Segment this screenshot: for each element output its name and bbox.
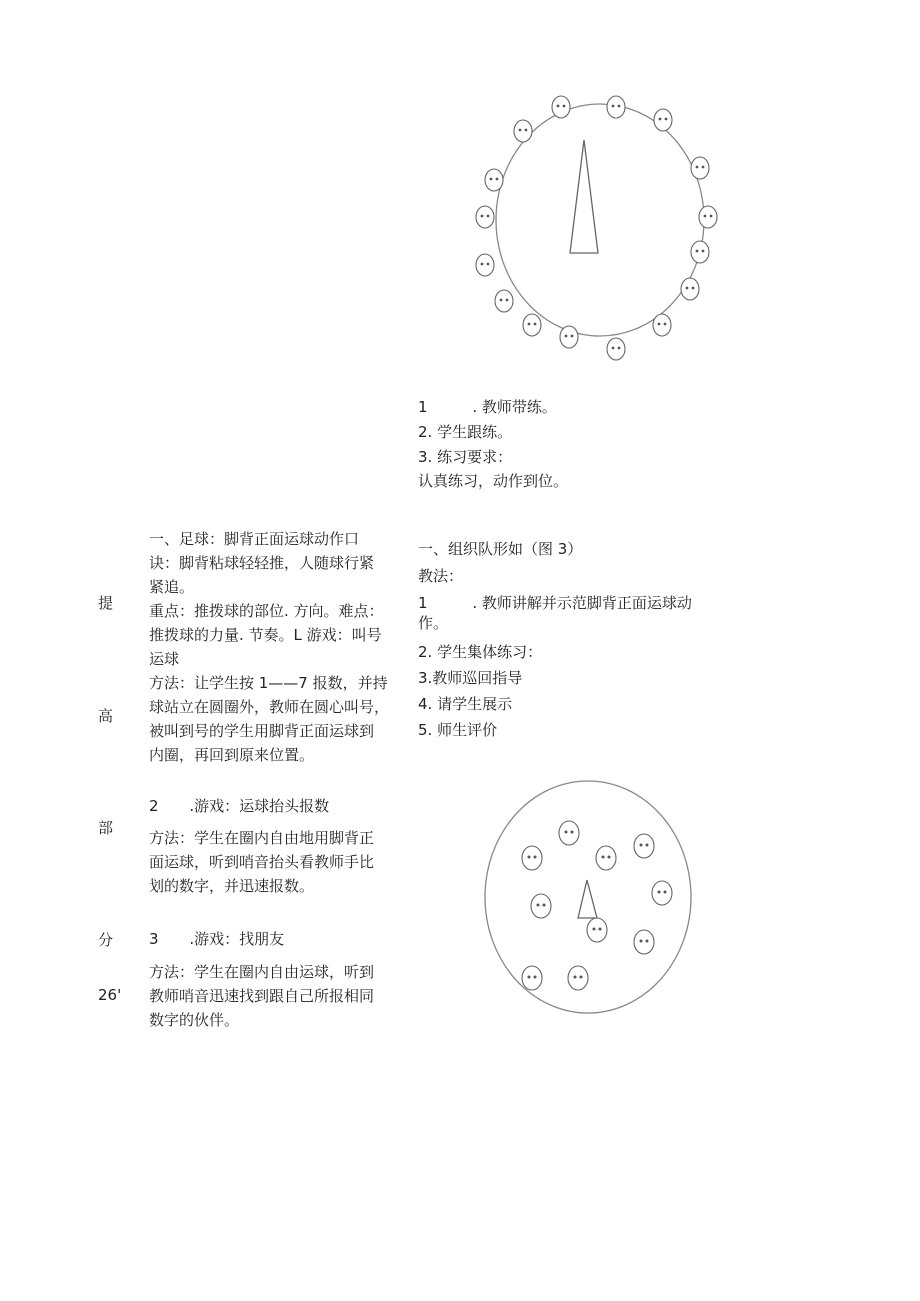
student-icon	[681, 278, 699, 300]
formation-diagram-ring	[470, 90, 730, 370]
step-1	[418, 395, 557, 419]
method-organization: 一、组织队形如（图 3）	[418, 540, 583, 558]
section-label-char-3: 部	[98, 819, 114, 837]
student-icon	[699, 206, 717, 228]
student-icon	[568, 966, 588, 990]
student-icon	[523, 314, 541, 336]
teacher-triangle-icon	[570, 140, 598, 253]
student-icon	[691, 241, 709, 263]
content-line: 方法：学生在圈内自由地用脚背正	[149, 829, 375, 847]
step-2: 2. 学生跟练。	[418, 423, 513, 441]
student-icon	[552, 96, 570, 118]
content-line: 被叫到号的学生用脚背正面运球到	[149, 722, 375, 740]
student-icon	[560, 326, 578, 348]
student-icon	[587, 918, 607, 942]
student-icon	[607, 96, 625, 118]
student-icon	[691, 157, 709, 179]
step-1-number: 1	[418, 398, 428, 416]
content-line: 球站立在圆圈外，教师在圆心叫号，	[149, 698, 390, 716]
method-step-1	[418, 591, 692, 615]
student-icon	[522, 966, 542, 990]
section-time: 26'	[98, 986, 122, 1004]
student-icon	[634, 834, 654, 858]
section-label-char-4: 分	[98, 931, 114, 949]
method-step-2: 2. 学生集体练习：	[418, 643, 543, 661]
content-line: 教师哨音迅速找到跟自己所报相同	[149, 987, 375, 1005]
game-3-number: 3	[149, 930, 159, 948]
student-icon	[522, 846, 542, 870]
teacher-triangle-icon	[578, 880, 597, 918]
content-line: 面运球，听到哨音抬头看教师手比	[149, 853, 375, 871]
content-line: 紧追。	[149, 578, 195, 596]
content-line: 方法：学生在圈内自由运球，听到	[149, 963, 375, 981]
method-step-5: 5. 师生评价	[418, 721, 498, 739]
student-icons	[476, 96, 717, 360]
content-line: 内圈，再回到原来位置。	[149, 746, 315, 764]
content-line: 重点：推拨球的部位. 方向。难点：	[149, 602, 384, 620]
game-2-number: 2	[149, 797, 159, 815]
game-2-heading	[149, 794, 329, 818]
student-icon	[653, 314, 671, 336]
student-icon	[634, 930, 654, 954]
method-step-1-number: 1	[418, 594, 428, 612]
content-line: 方法：让学生按 1——7 报数，并持	[149, 674, 388, 692]
game-2-title: .游戏：运球抬头报数	[189, 797, 330, 815]
student-icon	[596, 846, 616, 870]
content-line: 推拨球的力量. 节奏。L 游戏：叫号	[149, 626, 382, 644]
step-1-text: . 教师带练。	[472, 398, 557, 416]
student-icon	[476, 254, 494, 276]
content-line: 诀：脚背粘球轻轻推，人随球行紧	[149, 554, 375, 572]
method-jiaofa-label: 教法：	[418, 567, 464, 585]
student-icon	[485, 169, 503, 191]
step-3: 3. 练习要求：	[418, 448, 513, 466]
method-step-4: 4. 请学生展示	[418, 695, 513, 713]
student-icon	[514, 120, 532, 142]
method-step-5-clip	[418, 718, 718, 739]
student-icon	[652, 881, 672, 905]
section-label-char-2: 高	[98, 707, 114, 725]
student-icon	[607, 338, 625, 360]
content-line: 数字的伙伴。	[149, 1011, 240, 1029]
method-step-1-cont: 作。	[418, 614, 449, 632]
content-line: 运球	[149, 650, 180, 668]
student-icon	[495, 290, 513, 312]
content-line: 划的数字，并迅速报数。	[149, 877, 315, 895]
step-4: 认真练习，动作到位。	[418, 472, 569, 490]
student-icon	[476, 206, 494, 228]
method-step-1-text: . 教师讲解并示范脚背正面运球动	[472, 594, 692, 612]
game-3-title: .游戏：找朋友	[189, 930, 285, 948]
content-line: 一、足球：脚背正面运球动作口	[149, 530, 360, 548]
game-3-heading	[149, 927, 284, 951]
formation-diagram-scatter	[480, 775, 700, 1020]
student-icon	[654, 109, 672, 131]
section-label-char-1: 提	[98, 594, 114, 612]
student-icon	[559, 821, 579, 845]
student-icon	[531, 894, 551, 918]
method-step-3: 3.教师巡回指导	[418, 669, 523, 687]
